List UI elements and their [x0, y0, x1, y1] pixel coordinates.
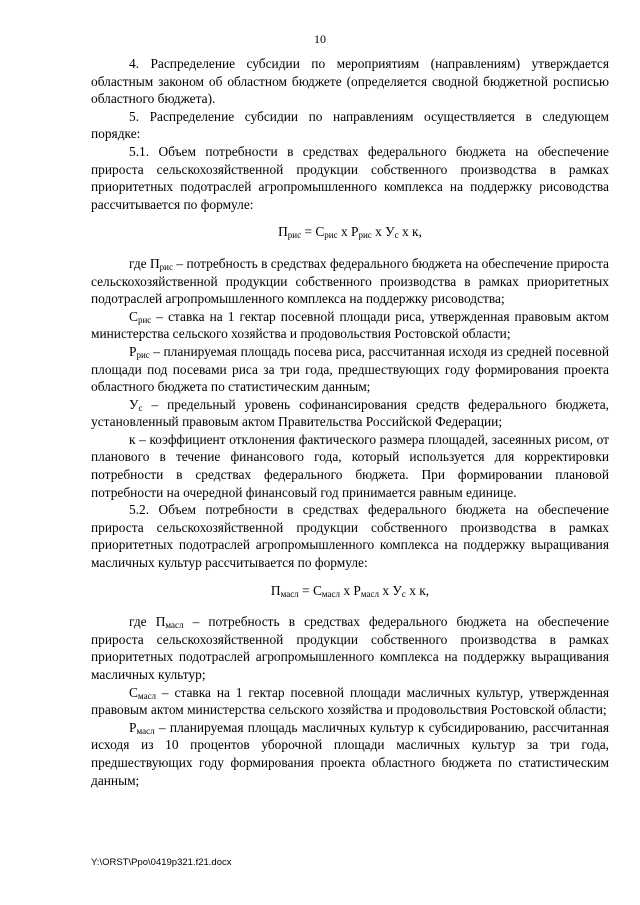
definition-r-masl: $Р_{масл}$ – планируемая площадь масличных культур к субсидированию, рассчитанная исходя из 10 процентов уборочной площади масличных культур за три года, предшествующих году формирования проекта областного бюджета по статистическим данным; — [91, 719, 609, 788]
definition-k: к – коэффициент отклонения фактического размера площадей, засеянных рисом, от планового в течение финансового года, который используется для корректировки потребности в средствах федерального бюджета. При формировании плановой потребности на очередной финансовый год принимается равным единице. — [91, 431, 609, 500]
definition-u-c: $У_с$ – предельный уровень софинансирования средств федерального бюджета, установленный правовым актом Правительства Российской Федерации; — [91, 396, 609, 430]
definition-r-ris: $Р_{рис}$ – планируемая площадь посева риса, рассчитанная исходя из средней посевной площади под посевами риса за три года, предшествующих году формирования проекта областного бюджета по статистическим данным; — [91, 343, 610, 395]
paragraph-4: 4. Распределение субсидии по мероприятиям (направлениям) утверждается областным законом об областном бюджете (определяется сводной бюджетной росписью областного бюджета). — [91, 56, 609, 107]
page-number: 10 — [314, 32, 326, 46]
formula-masl: $П_{масл} = С_{масл}$ х $Р_{масл}$ х $У_с$ х к, — [270, 582, 430, 599]
paragraph-5-1: 5.1. Объем потребности в средствах федерального бюджета на обеспечение прироста сельскохозяйственной продукции собственного производства в рамках приоритетных подотраслей агропромышленного комплекса на поддержку рисоводства рассчитывается по формуле: — [91, 143, 609, 212]
paragraph-5-2: 5.2. Объем потребности в средствах федерального бюджета на обеспечение прироста сельскохозяйственной продукции собственного производства в рамках приоритетных подотраслей агропромышленного комплекса на поддержку выращивания масличных культур рассчитывается по формуле: — [91, 502, 609, 571]
definition-c-masl: $С_{масл}$ – ставка на 1 гектар посевной площади масличных культур, утвержденная правовым актом министерства сельского хозяйства и продовольствия Ростовской области; — [91, 684, 610, 718]
definition-c-ris: $С_{рис}$ – ставка на 1 гектар посевной площади риса, утвержденная правовым актом министерства сельского хозяйства и продовольствия Ростовской области; — [91, 308, 609, 342]
definition-p-ris: где $П_{рис}$ – потребность в средствах федерального бюджета на обеспечение прироста сельскохозяйственной продукции собственного производства в рамках приоритетных подотраслей агропромышленного комплекса на поддержку рисоводства; — [91, 255, 609, 307]
formula-ris: $П_{рис} = С_{рис}$ х $Р_{рис}$ х $У_с$ х к, — [278, 224, 422, 241]
file-path-footer: Y:\ORST\Ppo\0419p321.f21.docx — [91, 857, 232, 868]
definition-p-masl: где $П_{масл}$ – потребность в средствах федерального бюджета на обеспечение прироста сельскохозяйственной продукции собственного производства в рамках приоритетных подотраслей агропромышленного комплекса на поддержку выращивания масличных культур; — [91, 614, 610, 682]
paragraph-5: 5. Распределение субсидии по направлениям осуществляется в следующем порядке: — [91, 108, 609, 142]
document-body — [91, 55, 609, 789]
